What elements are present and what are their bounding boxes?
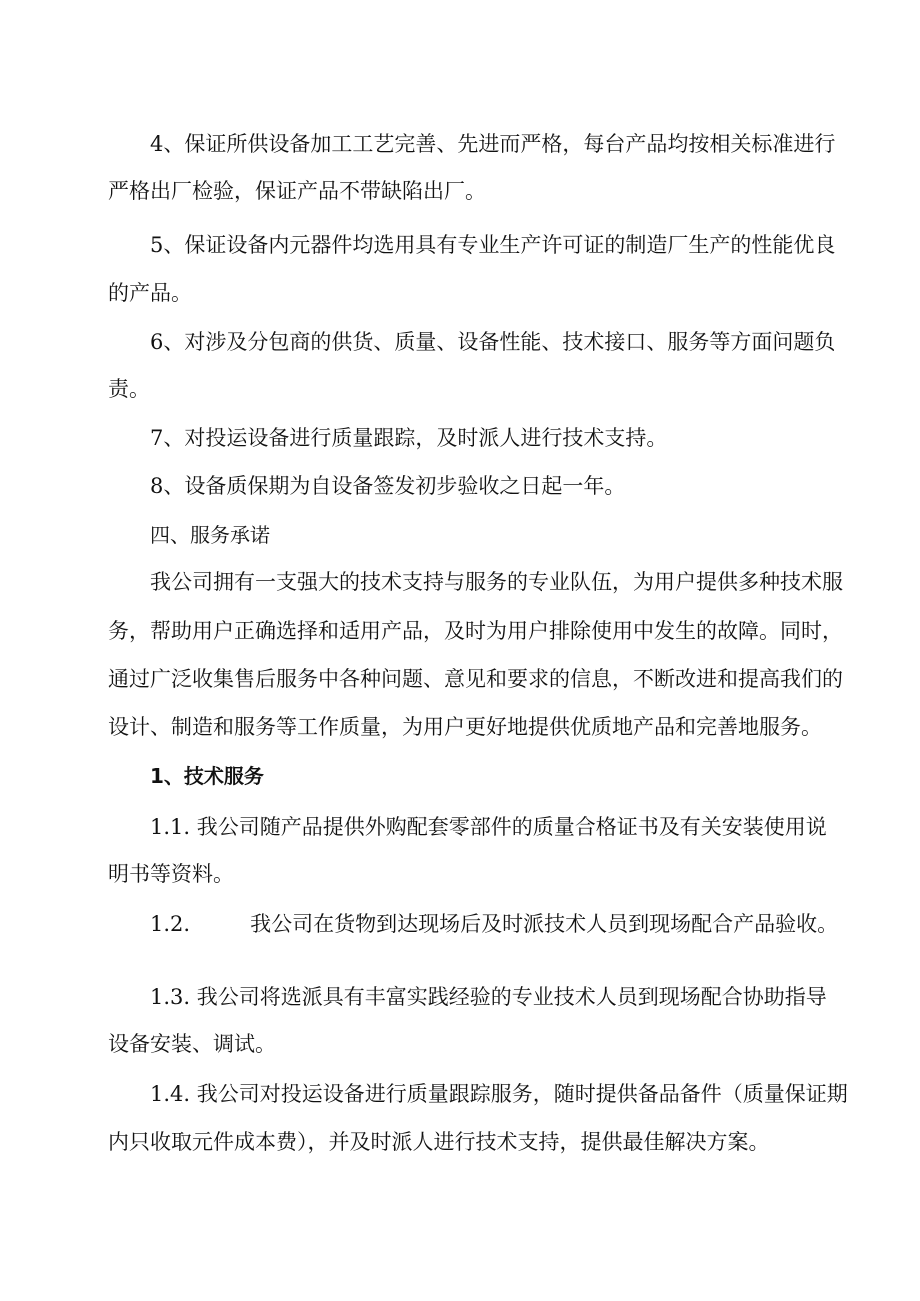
paragraph-4-line-1: 4、保证所供设备加工工艺完善、先进而严格，每台产品均按相关标准进行 [150,132,836,156]
item-1-1-line-2: 明书等资料。 [108,862,234,886]
item-1-2-text: 我公司在货物到达现场后及时派技术人员到现场配合产品验收。 [250,912,839,936]
paragraph-8: 8、设备质保期为自设备签发初步验收之日起一年。 [150,474,626,498]
item-1-2 [150,909,838,939]
item-1-3-line-2: 设备安装、调试。 [108,1032,276,1056]
paragraph-5-line-2: 的产品。 [108,281,192,305]
section-body-line-4: 设计、制造和服务等工作质量，为用户更好地提供优质地产品和完善地服务。 [108,715,822,739]
subsection-heading-technical-service: 1、技术服务 [150,764,264,788]
section-body-line-1: 我公司拥有一支强大的技术支持与服务的专业队伍，为用户提供多种技术服 [150,570,843,594]
item-1-1-line-1: 1.1. 我公司随产品提供外购配套零部件的质量合格证书及有关安装使用说 [150,815,827,839]
item-1-4-line-1: 1.4. 我公司对投运设备进行质量跟踪服务，随时提供备品备件（质量保证期 [150,1082,848,1106]
section-body-line-3: 通过广泛收集售后服务中各种问题、意见和要求的信息，不断改进和提高我们的 [108,667,843,691]
paragraph-4-line-2: 严格出厂检验，保证产品不带缺陷出厂。 [108,179,486,203]
paragraph-6-line-2: 责。 [108,377,150,401]
paragraph-6-line-1: 6、对涉及分包商的供货、质量、设备性能、技术接口、服务等方面问题负 [150,330,836,354]
item-1-4-line-2: 内只收取元件成本费），并及时派人进行技术支持，提供最佳解决方案。 [108,1130,770,1154]
item-1-2-number: 1.2. [150,912,191,936]
paragraph-5-line-1: 5、保证设备内元器件均选用具有专业生产许可证的制造厂生产的性能优良 [150,233,836,257]
section-heading-service-commitment: 四、服务承诺 [150,523,270,547]
paragraph-7: 7、对投运设备进行质量跟踪，及时派人进行技术支持。 [150,426,668,450]
item-1-3-line-1: 1.3. 我公司将选派具有丰富实践经验的专业技术人员到现场配合协助指导 [150,985,827,1009]
section-body-line-2: 务，帮助用户正确选择和适用产品，及时为用户排除使用中发生的故障。同时， [108,619,843,643]
